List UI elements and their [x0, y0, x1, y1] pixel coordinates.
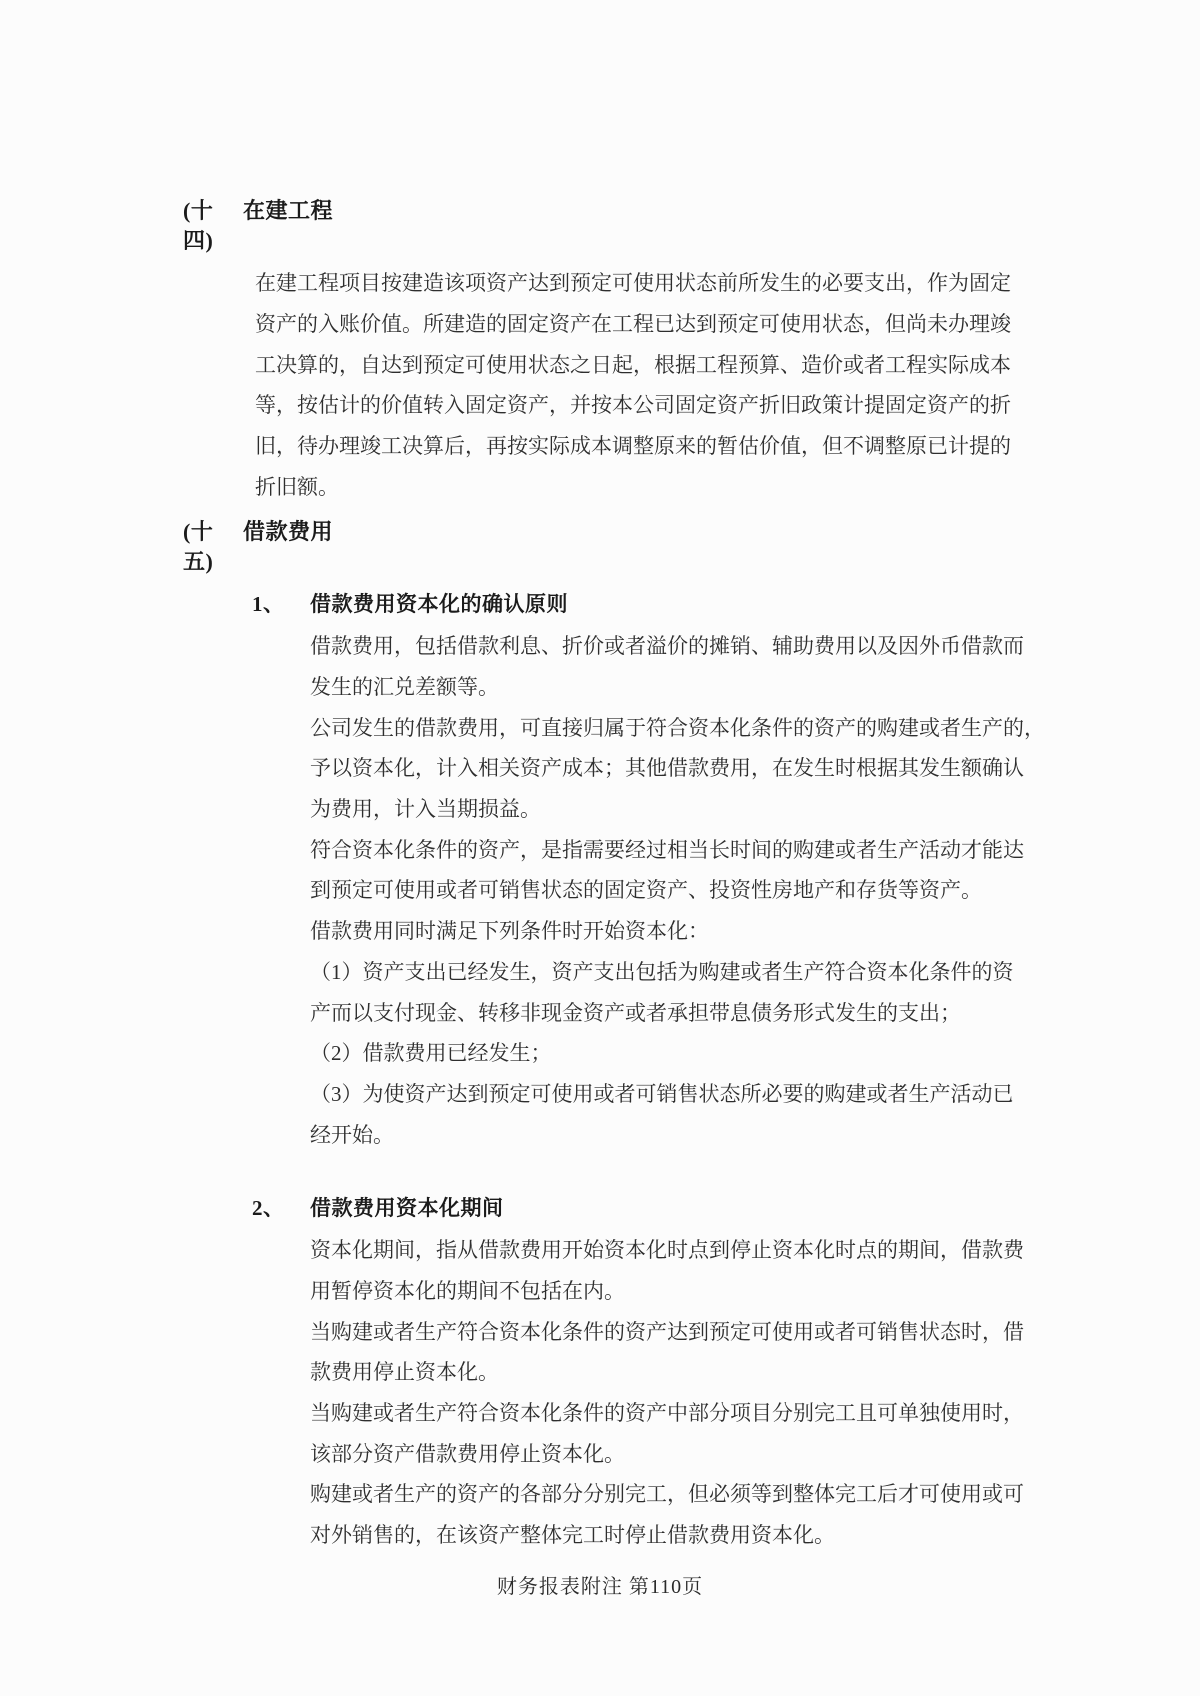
text-line: （1）资产支出已经发生，资产支出包括为购建或者生产符合资本化条件的资	[310, 959, 1014, 984]
section-borrowing-costs	[183, 517, 1043, 1554]
page-footer-text: 财务报表附注 第110页	[496, 1576, 704, 1598]
subsection-heading	[252, 1193, 1043, 1223]
section-paragraph	[255, 262, 1043, 506]
text-line: 折旧额。	[255, 474, 339, 499]
text-line: 当购建或者生产符合资本化条件的资产达到预定可使用或者可销售状态时，借	[310, 1319, 1024, 1344]
text-line: 该部分资产借款费用停止资本化。	[310, 1441, 625, 1466]
text-line: 公司发生的借款费用，可直接归属于符合资本化条件的资产的购建或者生产的，	[310, 715, 1045, 740]
page-footer	[0, 1570, 1200, 1599]
section-number: (十四)	[183, 198, 214, 253]
text-line: 工决算的，自达到预定可使用状态之日起，根据工程预算、造价或者工程实际成本	[255, 352, 1011, 377]
text-line: 资本化期间，指从借款费用开始资本化时点到停止资本化时点的期间，借款费	[310, 1238, 1024, 1263]
text-line: 购建或者生产的资产的各部分分别完工，但必须等到整体完工后才可使用或可	[310, 1482, 1024, 1507]
text-line: 发生的汇兑差额等。	[310, 675, 499, 700]
text-line: 对外销售的，在该资产整体完工时停止借款费用资本化。	[310, 1523, 835, 1548]
text-line: 资产的入账价值。所建造的固定资产在工程已达到预定可使用状态，但尚未办理竣	[255, 312, 1011, 337]
text-line: 到预定可使用或者可销售状态的固定资产、投资性房地产和存货等资产。	[310, 878, 982, 903]
section-construction-in-progress	[183, 196, 1043, 506]
subsection-capitalization-principle	[252, 589, 1043, 1154]
section-number: (十五)	[183, 519, 214, 574]
subsection-heading	[252, 589, 1043, 619]
text-line: 当购建或者生产符合资本化条件的资产中部分项目分别完工且可单独使用时，	[310, 1401, 1024, 1426]
subsection-number: 1、	[252, 592, 285, 616]
text-line: 用暂停资本化的期间不包括在内。	[310, 1278, 625, 1303]
text-line: 产而以支付现金、转移非现金资产或者承担带息债务形式发生的支出；	[310, 1000, 961, 1025]
text-line: 在建工程项目按建造该项资产达到预定可使用状态前所发生的必要支出，作为固定	[255, 271, 1011, 296]
text-line: 予以资本化，计入相关资产成本；其他借款费用，在发生时根据其发生额确认	[310, 756, 1024, 781]
text-line: 符合资本化条件的资产，是指需要经过相当长时间的购建或者生产活动才能达	[310, 837, 1024, 862]
subsection-title: 借款费用资本化期间	[310, 1195, 504, 1220]
section-heading	[183, 196, 1043, 256]
text-line: 经开始。	[310, 1122, 394, 1147]
text-line: （2）借款费用已经发生；	[310, 1041, 552, 1066]
subsection-title: 借款费用资本化的确认原则	[310, 592, 568, 616]
subsection-number: 2、	[252, 1195, 285, 1220]
subsection-paragraph	[310, 625, 1043, 1154]
text-line: 借款费用，包括借款利息、折价或者溢价的摊销、辅助费用以及因外币借款而	[310, 634, 1024, 659]
text-line: 等，按估计的价值转入固定资产，并按本公司固定资产折旧政策计提固定资产的折	[255, 393, 1011, 418]
text-line: （3）为使资产达到预定可使用或者可销售状态所必要的购建或者生产活动已	[310, 1081, 1014, 1106]
section-heading	[183, 517, 1043, 577]
text-line: 旧，待办理竣工决算后，再按实际成本调整原来的暂估价值，但不调整原已计提的	[255, 434, 1011, 459]
section-title: 借款费用	[243, 519, 334, 544]
text-line: 借款费用同时满足下列条件时开始资本化：	[310, 919, 709, 944]
section-title: 在建工程	[243, 198, 334, 223]
subsection-capitalization-period	[252, 1193, 1043, 1555]
text-line: 款费用停止资本化。	[310, 1360, 499, 1385]
text-line: 为费用，计入当期损益。	[310, 797, 541, 822]
subsection-paragraph	[310, 1229, 1043, 1555]
